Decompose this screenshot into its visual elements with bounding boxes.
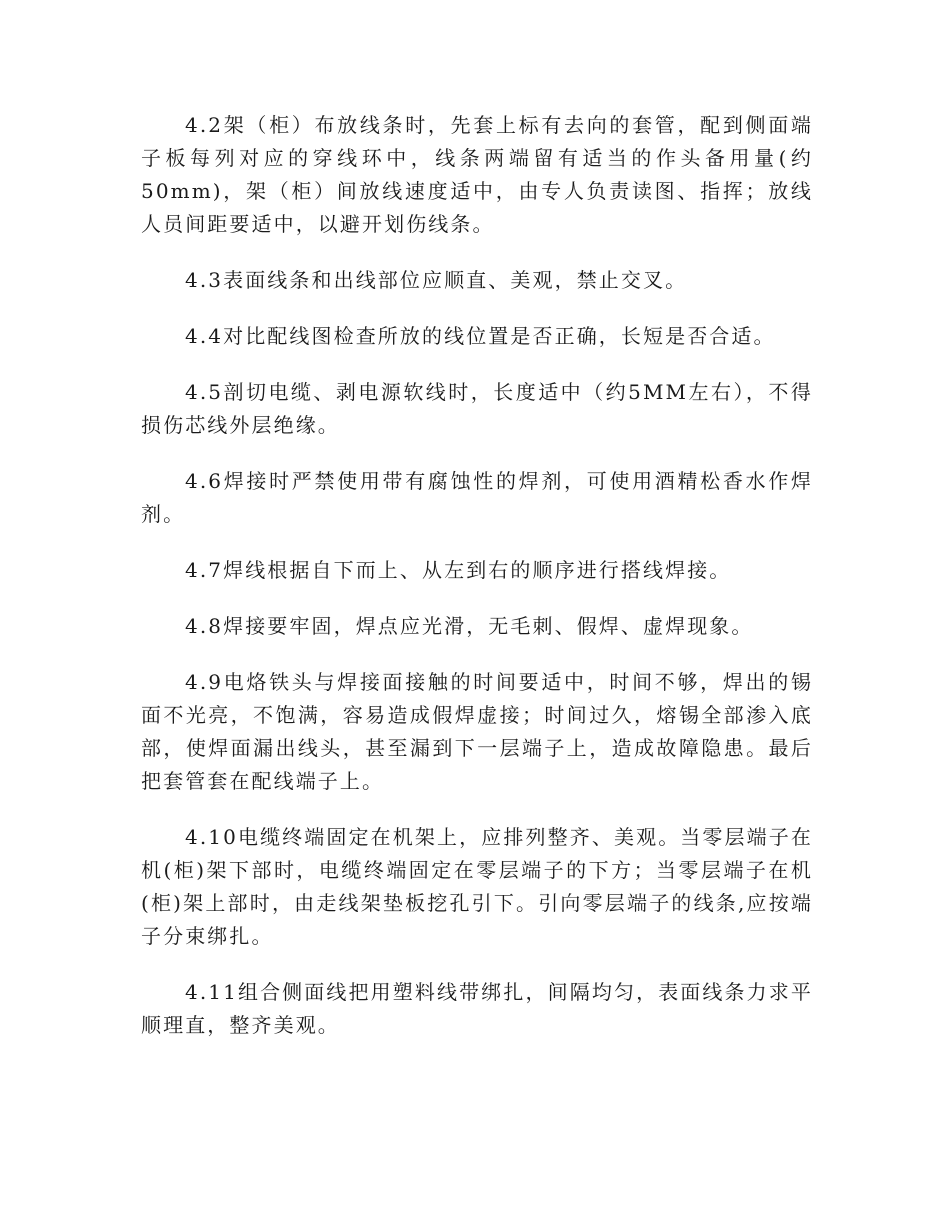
paragraph-4-8: 4.8焊接要牢固，焊点应光滑，无毛刺、假焊、虚焊现象。	[185, 614, 754, 638]
paragraph-4-5: 4.5剖切电缆、剥电源软线时，长度适中（约5MM左右），不得损伤芯线外层绝缘。	[141, 380, 813, 437]
paragraph-4-10: 4.10电缆终端固定在机架上，应排列整齐、美观。当零层端子在机(柜)架下部时，电缆终端固定在零层端子的下方；当零层端子在机(柜)架上部时，由走线架垫板挖孔引下。引向零层端子的线条,应按端子分束绑扎。	[141, 825, 813, 948]
paragraph-4-6: 4.6焊接时严禁使用带有腐蚀性的焊剂，可使用酒精松香水作焊剂。	[141, 469, 813, 526]
paragraph-4-7: 4.7焊线根据自下而上、从左到右的顺序进行搭线焊接。	[185, 558, 732, 582]
paragraph-4-11: 4.11组合侧面线把用塑料线带绑扎，间隔均匀，表面线条力求平顺理直，整齐美观。	[141, 980, 813, 1037]
paragraph-4-4: 4.4对比配线图检查所放的线位置是否正确，长短是否合适。	[185, 324, 776, 348]
document-body	[141, 109, 813, 1065]
paragraph-4-2: 4.2架（柜）布放线条时，先套上标有去向的套管，配到侧面端子板每列对应的穿线环中，线条两端留有适当的作头备用量(约50mm)，架（柜）间放线速度适中，由专人负责读图、指挥；放线人员间距要适中，以避开划伤线条。	[141, 113, 813, 236]
paragraph-4-9: 4.9电烙铁头与焊接面接触的时间要适中，时间不够，焊出的锡面不光亮，不饱满，容易造成假焊虚接；时间过久，熔锡全部渗入底部，使焊面漏出线头，甚至漏到下一层端子上，造成故障隐患。最后把套管套在配线端子上。	[141, 670, 813, 793]
paragraph-4-3: 4.3表面线条和出线部位应顺直、美观，禁止交叉。	[185, 268, 688, 292]
